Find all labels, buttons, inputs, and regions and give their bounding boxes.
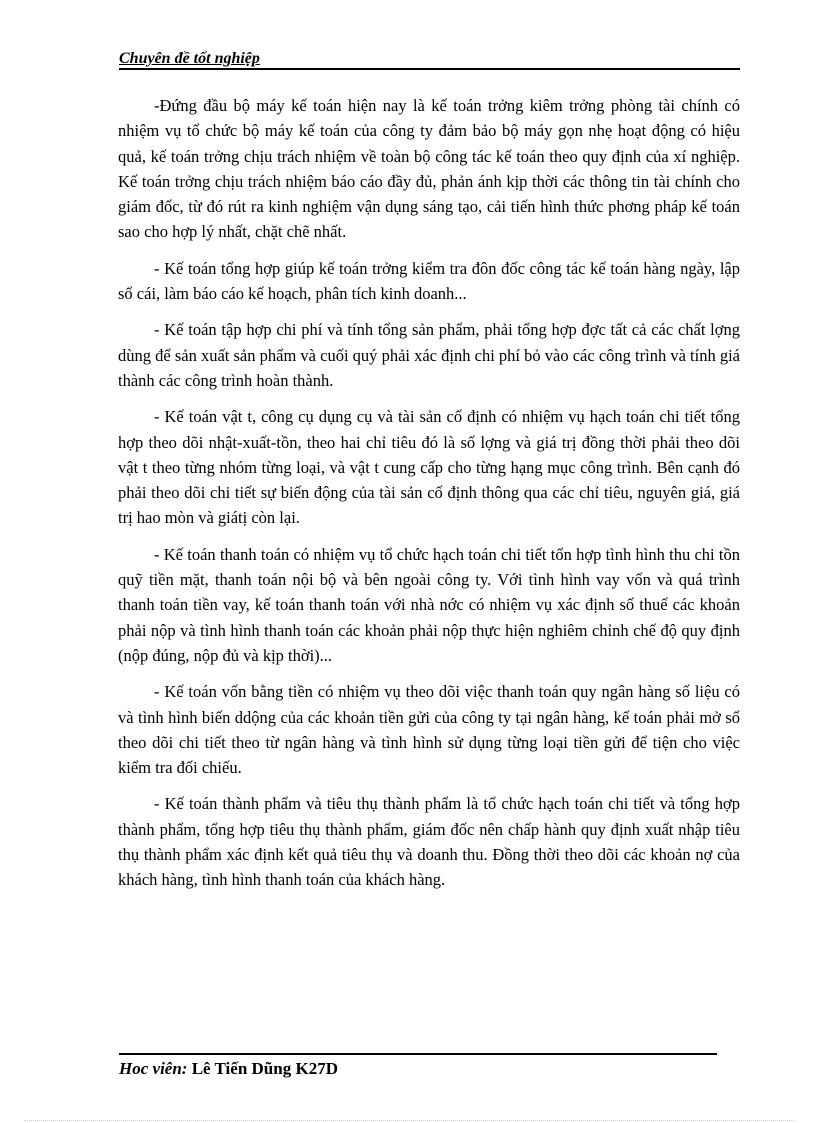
paragraph: - Kế toán thành phẩm và tiêu thụ thành phẩm là tổ chức hạch toán chi tiết và tổng hợp thành phẩm, tổng hợp tiêu thụ thành phẩm, giám đốc nên chấp hành quy định xuất nhập tiêu thụ thành phẩm xác định kết quả tiêu thụ và doanh thu. Đồng thời theo dõi các khoản nợ của khách hàng, tình hình thanh toán của khách hàng. bbox=[118, 794, 740, 890]
paragraph: - Kế toán tập hợp chi phí và tính tổng sản phẩm, phải tổng hợp đợc tất cả các chất lợng dùng để sản xuất sản phẩm và cuối quý phải xác định chi phí bỏ vào các công trình và tính giá thành các công trình hoàn thành. bbox=[118, 320, 740, 390]
page-footer bbox=[119, 1058, 338, 1080]
paragraph: - Kế toán thanh toán có nhiệm vụ tổ chức hạch toán chi tiết tổn hợp tình hình thu chi tồn quỹ tiền mặt, thanh toán nội bộ và bên ngoài công ty. Với tình hình vay vốn và quá trình thanh toán tiền vay, kế toán thanh toán với nhà nớc có nhiệm vụ xác định số thuế các khoản phải nộp và tình hình thanh toán các khoản phải nộp thực hiện nghiêm chỉnh chế độ quy định (nộp đúng, nộp đủ và kịp thời)... bbox=[118, 544, 740, 665]
header-title: Chuyên đề tốt nghiệp bbox=[119, 50, 260, 67]
header-rule bbox=[119, 69, 740, 70]
footer-label: Hoc viên: bbox=[119, 1059, 188, 1078]
document-body bbox=[118, 93, 740, 904]
paragraph: -Đứng đầu bộ máy kế toán hiện nay là kế toán trởng kiêm trởng phòng tài chính có nhiệm vụ tổ chức bộ máy kế toán của công ty đảm bảo bộ máy gọn nhẹ hoạt động có hiệu quả, kế toán trởng chịu trách nhiệm về toàn bộ công tác kế toán theo quy định của xí nghiệp. Kế toán trởng chịu trách nhiệm báo cáo đầy đủ, phản ánh kịp thời các thông tin tài chính cho giám đốc, từ đó rút ra kinh nghiệm vận dụng sáng tạo, cải tiến hình thức phơng pháp kế toán sao cho hợp lý nhất, chặt chẽ nhất. bbox=[118, 96, 740, 242]
page-bottom-dotted-line bbox=[24, 1120, 794, 1121]
footer-rule bbox=[119, 1053, 717, 1055]
footer-author: Lê Tiến Dũng K27D bbox=[191, 1059, 338, 1078]
paragraph: - Kế toán vật t, công cụ dụng cụ và tài sản cố định có nhiệm vụ hạch toán chi tiết tổng hợp theo dõi nhật-xuất-tồn, theo hai chỉ tiêu đó là số lợng và giá trị đồng thời phải theo dõi vật t theo từng nhóm từng loại, và vật t cung cấp cho từng hạng mục công trình. Bên cạnh đó phải theo dõi chi tiết sự biến động của tài sản cố định thông qua các chỉ tiêu, nguyên giá, giá trị hao mòn và giátị còn lại. bbox=[118, 407, 740, 528]
paragraph: - Kế toán vốn bằng tiền có nhiệm vụ theo dõi việc thanh toán quy ngân hàng số liệu có và tình hình biến ddộng của các khoản tiền gửi của công ty tại ngân hàng, kế toán phải mở sổ theo dõi chi tiết theo từ ngân hàng và tình hình sử dụng từng loại tiền gửi để tiện cho việc kiểm tra đối chiếu. bbox=[118, 682, 740, 778]
page-header bbox=[119, 49, 740, 70]
paragraph: - Kế toán tổng hợp giúp kế toán trởng kiểm tra đôn đốc công tác kế toán hàng ngày, lập sổ cái, làm báo cáo kế hoạch, phân tích kinh doanh... bbox=[118, 258, 740, 304]
